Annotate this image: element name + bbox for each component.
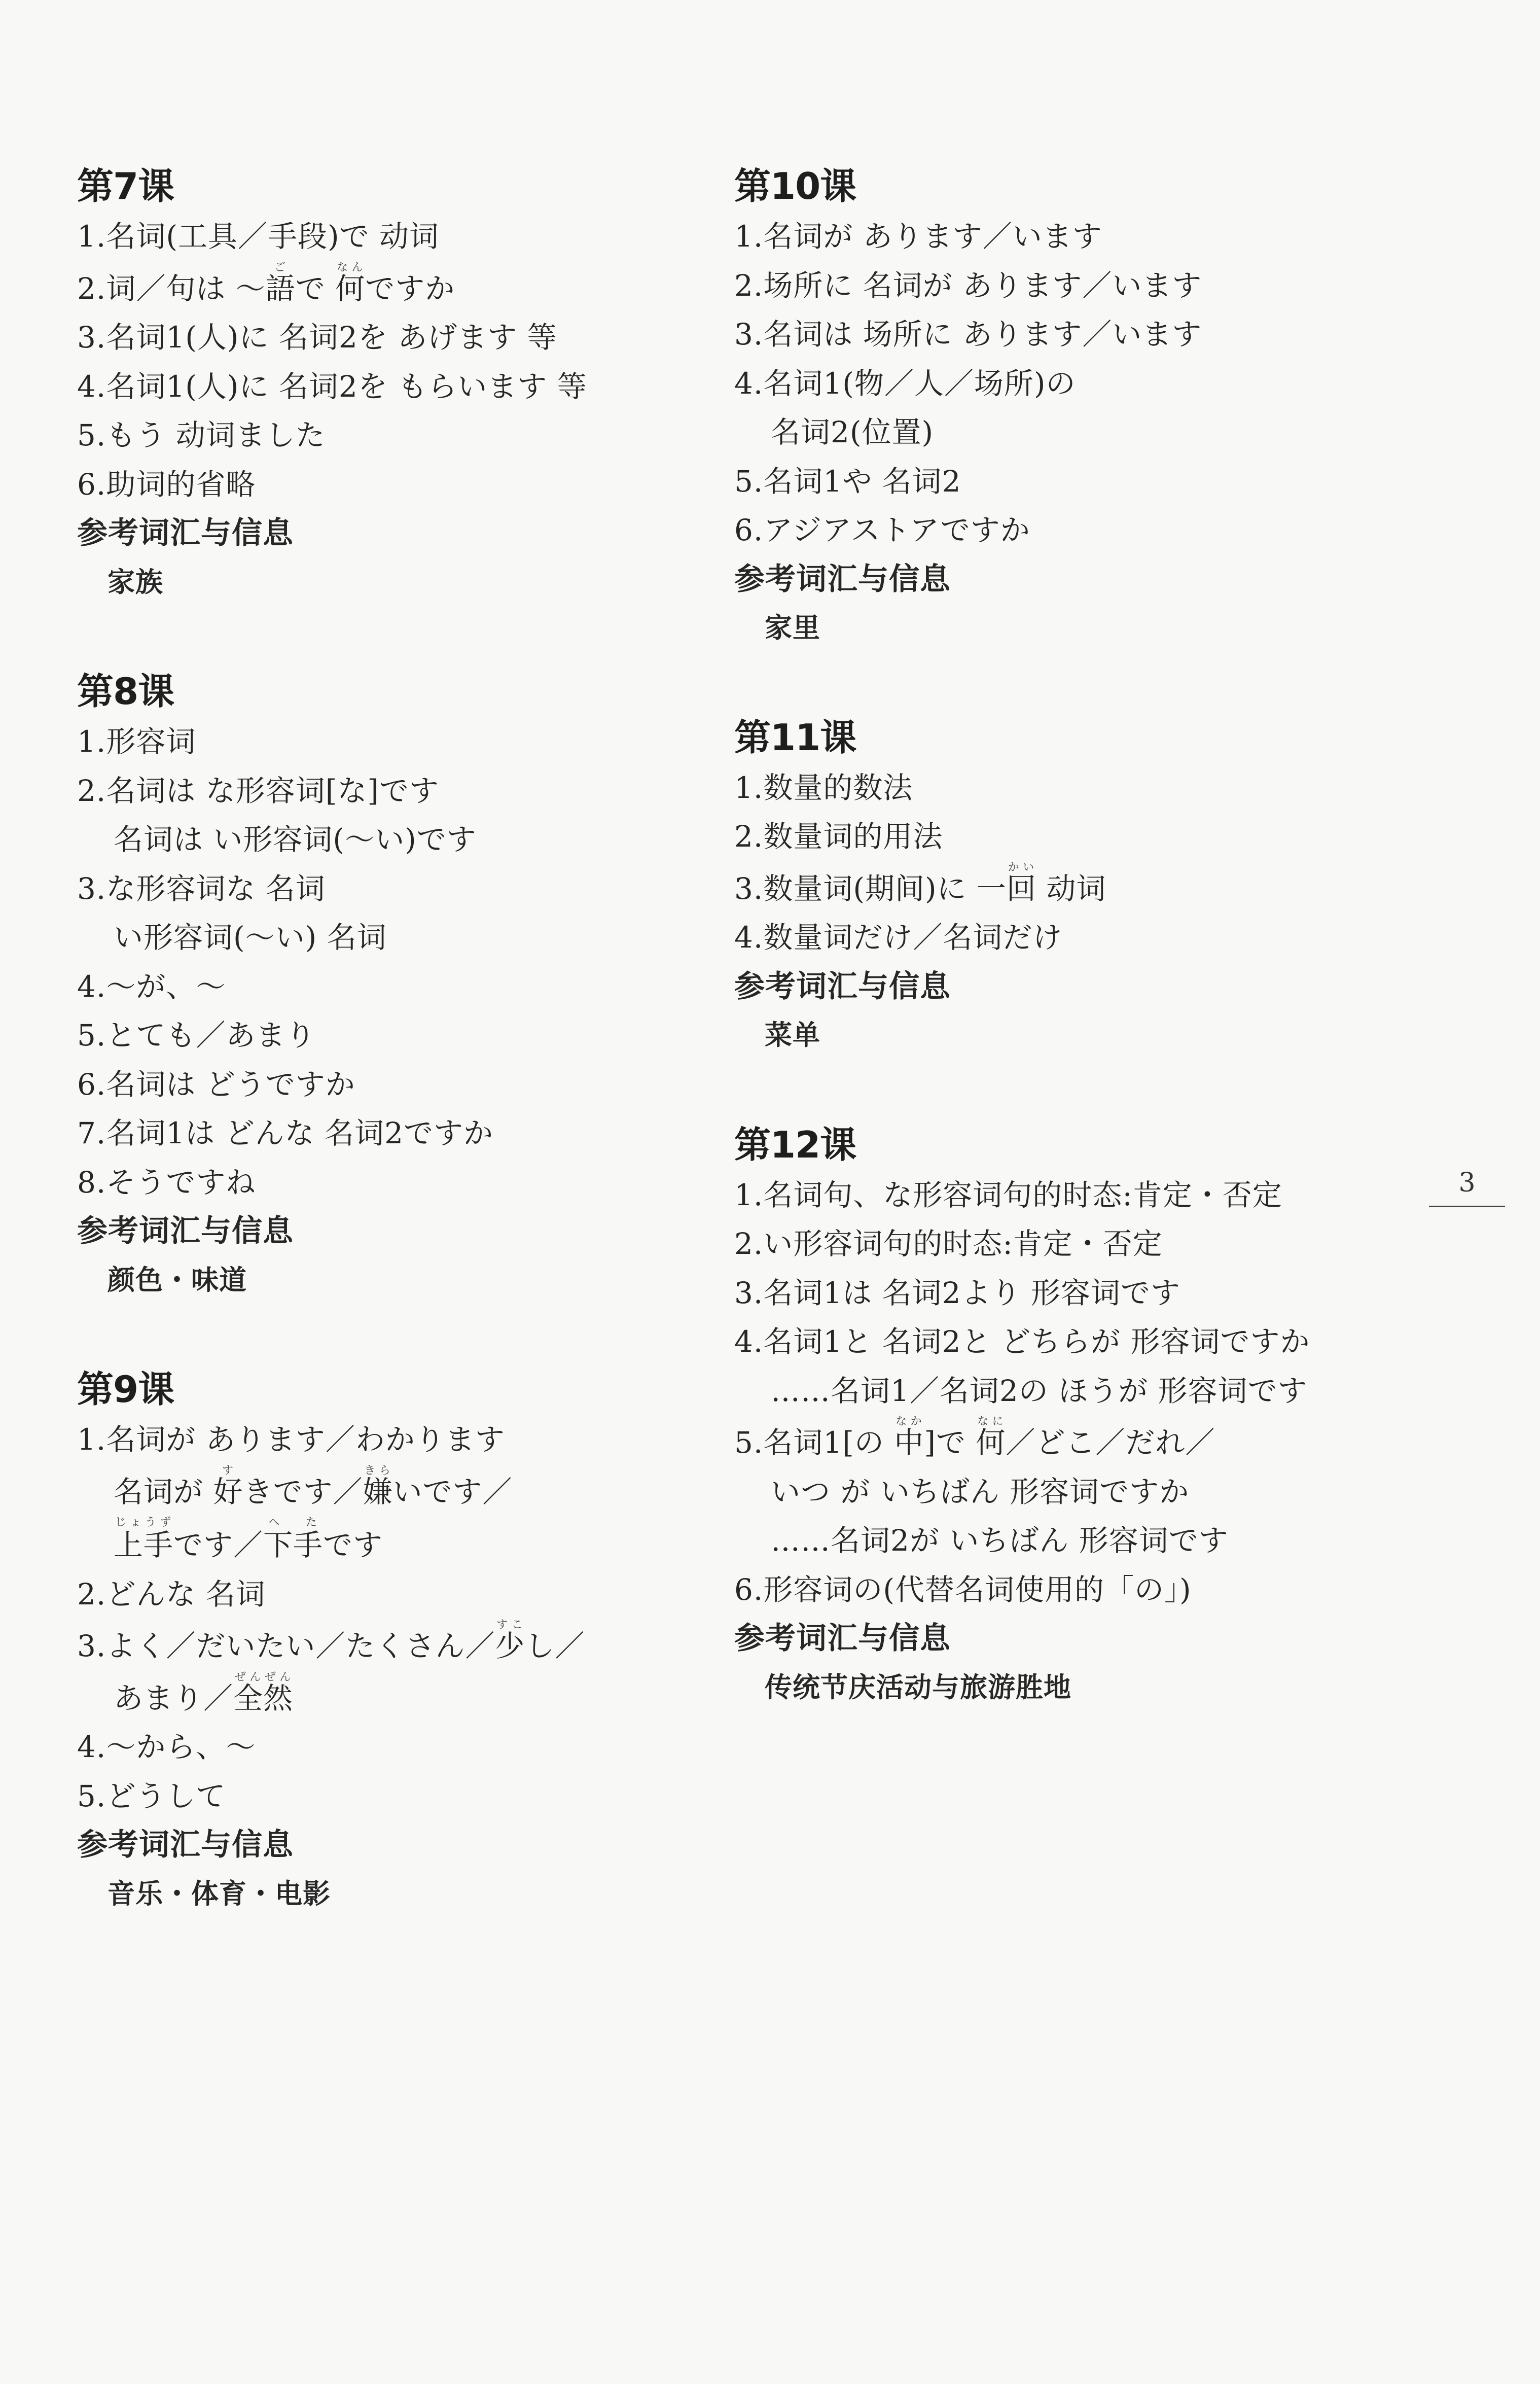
reference-topic: 音乐・体育・电影 <box>108 1877 331 1910</box>
grammar-item-continuation: 名词は い形容词(～い)です <box>114 822 477 857</box>
grammar-item: 7.名词1は どんな 名词2ですか <box>77 1116 494 1150</box>
grammar-item-continuation: 名词2(位置) <box>771 415 934 449</box>
grammar-item-with-furigana: 名词が 好すきです／嫌きらいです／ <box>114 1464 513 1509</box>
grammar-item: 5.どうして <box>77 1778 226 1813</box>
grammar-item: 4.数量词だけ／名词だけ <box>734 920 1063 955</box>
furigana-nani: 何なに <box>976 1415 1006 1460</box>
right-column <box>734 161 1393 1712</box>
furigana-heta: 下手へ た <box>263 1516 324 1562</box>
grammar-item-with-furigana: 5.名词1[の 中なか]で 何なに／どこ／だれ／ <box>734 1415 1215 1460</box>
grammar-item: 4.名词1(物／人／场所)の <box>734 366 1076 401</box>
grammar-item: 3.名词1は 名词2より 形容词です <box>734 1275 1181 1310</box>
grammar-item: 1.名词(工具／手段)で 动词 <box>77 219 440 254</box>
reference-topic: 家族 <box>108 566 163 598</box>
lesson-title: 第12课 <box>734 1123 856 1166</box>
grammar-item: 1.名词句、な形容词句的时态:肯定・否定 <box>734 1177 1282 1212</box>
lesson-11 <box>734 713 1393 1060</box>
furigana-jouzu: 上手じょうず <box>114 1516 174 1562</box>
grammar-item-continuation: ……名词1／名词2の ほうが 形容词です <box>771 1373 1308 1408</box>
grammar-item: 4.～から、～ <box>77 1730 256 1764</box>
page-number: 3 <box>1458 1168 1476 1198</box>
lesson-title: 第8课 <box>77 670 174 713</box>
grammar-item: 1.名词が あります／います <box>734 219 1102 254</box>
lesson-title: 第9课 <box>77 1368 174 1411</box>
grammar-item-continuation: ……名词2が いちばん 形容词です <box>771 1523 1229 1558</box>
grammar-item-continuation: い形容词(～い) 名词 <box>114 920 387 955</box>
grammar-item: 5.もう 动词ました <box>77 418 326 452</box>
lesson-7 <box>77 161 716 607</box>
lesson-title: 第7课 <box>77 165 174 207</box>
grammar-item: 5.とても／あまり <box>77 1018 316 1053</box>
lesson-title: 第10课 <box>734 165 856 207</box>
grammar-item-with-furigana: 2.词／句は ～語ごで 何なんですか <box>77 261 455 306</box>
grammar-item: 2.场所に 名词が あります／います <box>734 268 1202 303</box>
lesson-12 <box>734 1120 1393 1712</box>
grammar-item: 1.名词が あります／わかります <box>77 1422 505 1457</box>
grammar-item: 6.助词的省略 <box>77 467 256 502</box>
grammar-item: 2.い形容词句的时态:肯定・否定 <box>734 1226 1163 1261</box>
furigana-kira: 嫌きら <box>363 1464 393 1509</box>
grammar-item-with-furigana: あまり／全然ぜんぜん <box>114 1670 294 1715</box>
reference-heading: 参考词汇与信息 <box>77 1213 294 1249</box>
page-number-rule <box>1429 1206 1505 1207</box>
grammar-item: 6.名词は どうですか <box>77 1067 355 1102</box>
grammar-item: 3.名词は 场所に あります／います <box>734 317 1202 352</box>
reference-heading: 参考词汇与信息 <box>77 1827 294 1863</box>
grammar-item: 6.アジアストアですか <box>734 513 1030 547</box>
furigana-naka: 中なか <box>894 1415 924 1460</box>
reference-heading: 参考词汇与信息 <box>734 968 951 1004</box>
furigana-zenzen: 全然ぜんぜん <box>233 1670 294 1715</box>
furigana-nan: 何なん <box>335 261 366 306</box>
reference-heading: 参考词汇与信息 <box>734 1621 951 1656</box>
lesson-10 <box>734 161 1393 653</box>
lesson-9 <box>77 1364 716 1918</box>
grammar-item: 2.数量词的用法 <box>734 819 943 854</box>
reference-heading: 参考词汇与信息 <box>77 515 294 551</box>
reference-topic: 家里 <box>765 612 820 644</box>
grammar-item: 2.どんな 名词 <box>77 1576 266 1611</box>
grammar-item: 2.名词は な形容词[な]です <box>77 773 440 808</box>
left-column <box>77 161 716 1918</box>
furigana-su: 好す <box>213 1464 243 1509</box>
furigana-go: 語ご <box>265 261 296 306</box>
grammar-item-with-furigana: 3.数量词(期间)に 一回かい 动词 <box>734 861 1106 906</box>
reference-heading: 参考词汇与信息 <box>734 561 951 597</box>
grammar-item: 4.～が、～ <box>77 969 226 1004</box>
furigana-kai: 回かい <box>1007 861 1037 906</box>
grammar-item-continuation: いつ が いちばん 形容词ですか <box>771 1474 1190 1509</box>
grammar-item: 5.名词1や 名词2 <box>734 464 961 499</box>
grammar-item: 4.名词1(人)に 名词2を もらいます 等 <box>77 369 587 404</box>
grammar-item: 1.形容词 <box>77 724 196 759</box>
furigana-suko: 少すこ <box>495 1619 525 1663</box>
grammar-item: 6.形容词の(代替名词使用的「の」) <box>734 1572 1192 1607</box>
grammar-item: 3.な形容词な 名词 <box>77 871 326 906</box>
reference-topic: 传统节庆活动与旅游胜地 <box>765 1671 1071 1703</box>
grammar-item: 8.そうですね <box>77 1165 256 1200</box>
grammar-item-with-furigana: 3.よく／だいたい／たくさん／少すこし／ <box>77 1619 585 1663</box>
lesson-8 <box>77 667 716 1305</box>
reference-topic: 颜色・味道 <box>108 1264 247 1296</box>
grammar-item: 3.名词1(人)に 名词2を あげます 等 <box>77 320 557 355</box>
grammar-item-with-furigana: 上手じょうずです／下手へ たです <box>114 1516 383 1562</box>
reference-topic: 菜单 <box>765 1019 820 1051</box>
grammar-item: 4.名词1と 名词2と どちらが 形容词ですか <box>734 1324 1310 1359</box>
grammar-item: 1.数量的数法 <box>734 770 913 805</box>
lesson-title: 第11课 <box>734 716 856 759</box>
